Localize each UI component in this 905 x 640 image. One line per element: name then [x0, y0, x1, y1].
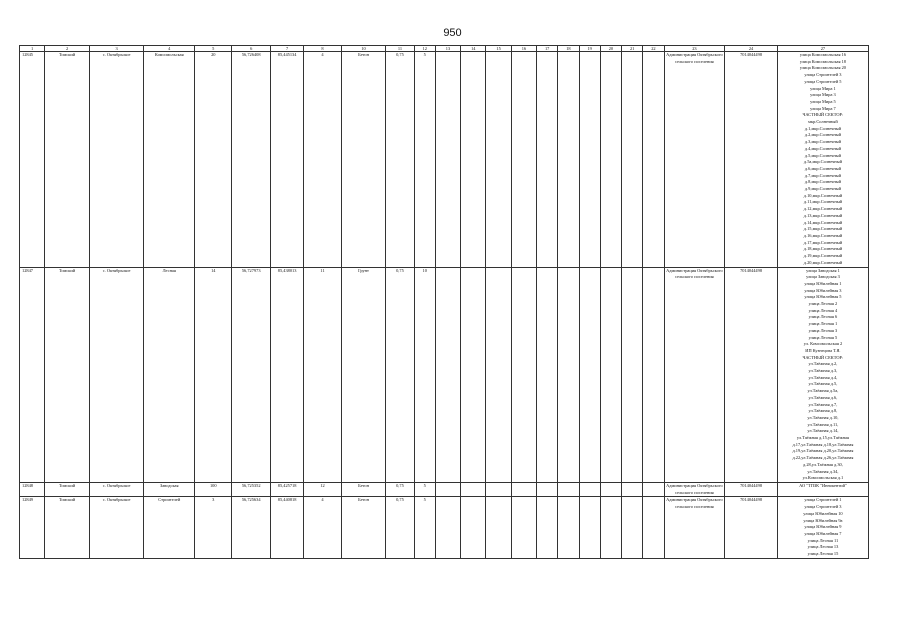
column-number: 7 — [270, 46, 303, 52]
address-line: улица Комсомольская 20 — [799, 65, 847, 71]
address-line: улица Мира 1 — [810, 85, 836, 91]
address-line: д.18,мкр.Солнечный — [803, 246, 843, 252]
address-line: улица Мира 3 — [810, 92, 836, 98]
address-line: д.8,мкр.Солнечный — [804, 179, 841, 185]
table-cell: Грунт — [341, 267, 386, 483]
table-cell: 12848 — [20, 483, 45, 497]
address-line: д.19,мкр.Солнечный — [803, 253, 843, 259]
table-cell: 7014044498 — [725, 52, 778, 268]
address-line: улица Заводская 1 — [806, 267, 840, 273]
table-cell — [643, 483, 664, 497]
column-number: 18 — [558, 46, 579, 52]
table-cell: 56,727973 — [232, 267, 270, 483]
table-cell: 85,440818 — [270, 497, 303, 558]
table-cell — [511, 497, 536, 558]
address-line: ул.Таёжная д.4, — [808, 374, 838, 380]
column-number: 19 — [579, 46, 600, 52]
table-cell: 85,445134 — [270, 52, 303, 268]
table-cell — [600, 497, 621, 558]
address-line: ул.Таёжная д.10, — [807, 414, 839, 420]
table-cell: с. Октябрьское — [89, 483, 144, 497]
table-cell: Бетон — [341, 483, 386, 497]
table-cell — [579, 267, 600, 483]
address-line: улица Лесная 3 — [808, 327, 838, 333]
table-cell — [486, 52, 511, 268]
table-cell — [435, 52, 460, 268]
table-cell: Томский — [45, 483, 90, 497]
address-line: д.16,мкр.Солнечный — [803, 232, 843, 238]
address-line: д.9,мкр.Солнечный — [804, 186, 841, 192]
table-cell — [486, 267, 511, 483]
table-cell: 0,75 — [386, 52, 414, 268]
column-number: 8 — [304, 46, 341, 52]
address-line: д.5а,мкр.Солнечный — [803, 159, 842, 165]
address-line: улица Строителей 5 — [804, 78, 842, 84]
table-cell — [622, 483, 643, 497]
address-line: д.4,мкр.Солнечный — [804, 145, 841, 151]
address-line: улица Юбилейная 5 — [804, 294, 842, 300]
table-row — [20, 267, 869, 483]
column-number: 23 — [664, 46, 725, 52]
table-cell — [435, 267, 460, 483]
table-cell: Томский — [45, 267, 90, 483]
table-row — [20, 52, 869, 268]
column-number: 10 — [341, 46, 386, 52]
table-cell — [643, 267, 664, 483]
address-line: д.20,мкр.Солнечный — [803, 259, 843, 265]
table-cell: Комсомольская — [144, 52, 195, 268]
address-line: ул.Таёжная д.14, — [807, 428, 839, 434]
address-line: ул.Таёжная д.3, — [808, 368, 838, 374]
table-cell: Заводская — [144, 483, 195, 497]
column-number: 24 — [725, 46, 778, 52]
address-line: ИП Кузнецова Т.Я. — [805, 347, 841, 353]
address-line: д.12,мкр.Солнечный — [803, 206, 843, 212]
table-cell — [558, 497, 579, 558]
table-cell: Бетон — [341, 52, 386, 268]
address-line: д.17,мкр.Солнечный — [803, 239, 843, 245]
address-line: ул.Комсомольская д.1 — [802, 475, 844, 481]
address-line: улица Лесная 6 — [808, 314, 838, 320]
table-cell — [600, 483, 621, 497]
address-line: ул.Таёжная д.6, — [808, 394, 838, 400]
address-line: улица Лесная 4 — [808, 307, 838, 313]
address-line: ул.Таёжная д.15,ул.Таёжная — [796, 435, 849, 441]
table-cell — [435, 497, 460, 558]
table-cell — [537, 267, 558, 483]
address-line: ЧАСТНЫЙ СЕКТОР: — [802, 354, 844, 360]
column-number: 4 — [144, 46, 195, 52]
table-cell — [622, 52, 643, 268]
table-cell — [643, 497, 664, 558]
address-line: ул.Таёжная д.5, — [808, 381, 838, 387]
column-number: 11 — [386, 46, 414, 52]
column-number: 22 — [643, 46, 664, 52]
column-number: 3 — [89, 46, 144, 52]
table-cell — [537, 497, 558, 558]
column-number: 27 — [777, 46, 868, 52]
address-line: улица Лесная 15 — [807, 551, 839, 557]
table-cell: 14 — [195, 267, 232, 483]
address-line: ЧАСТНЫЙ СЕКТОР: — [802, 112, 844, 118]
table-cell: 0,75 — [386, 497, 414, 558]
address-line: ул.Таёжная д.8, — [808, 408, 838, 414]
address-line: д.19,ул.Таёжная д.20,ул.Таёжная — [792, 448, 854, 454]
address-line: д.3,мкр.Солнечный — [804, 139, 841, 145]
address-line: улица Комсомольская 18 — [799, 58, 847, 64]
table-cell: с. Октябрьское — [89, 497, 144, 558]
table-cell — [622, 267, 643, 483]
table-cell — [600, 52, 621, 268]
address-line: ул.Таёжная д.2, — [808, 361, 838, 367]
table-cell: 20 — [195, 52, 232, 268]
table-cell — [435, 483, 460, 497]
table-cell: 4 — [304, 497, 341, 558]
table-cell: 56,726408 — [232, 52, 270, 268]
column-number: 2 — [45, 46, 90, 52]
table-cell: Томский — [45, 52, 90, 268]
table-cell — [558, 483, 579, 497]
address-line: улица Юбилейная 1 — [804, 280, 842, 286]
address-line: д.1,мкр.Солнечный — [804, 125, 841, 131]
table-cell — [461, 267, 486, 483]
table-cell: 4 — [304, 52, 341, 268]
table-cell: 56,725352 — [232, 483, 270, 497]
column-number: 1 — [20, 46, 45, 52]
table-row — [20, 497, 869, 558]
column-number: 16 — [511, 46, 536, 52]
address-line: улица Лесная 13 — [807, 544, 839, 550]
address-line: улица Строителей 3 — [804, 504, 842, 510]
address-line: мкр.Солнечный — [808, 119, 838, 125]
address-line: улица Заводская 3 — [806, 274, 840, 280]
table-cell — [486, 483, 511, 497]
table-cell: Администрация Октябрьского сельского поселения — [664, 497, 725, 558]
table-cell — [579, 483, 600, 497]
table-cell: 0,75 — [386, 483, 414, 497]
address-line: улица Лесная 1 — [808, 321, 838, 327]
table-cell — [579, 52, 600, 268]
table-cell: Администрация Октябрьского сельского поселения — [664, 483, 725, 497]
column-number: 14 — [461, 46, 486, 52]
address-line: улица Мира 5 — [810, 98, 836, 104]
table-cell: 7014044498 — [725, 497, 778, 558]
table-cell — [537, 52, 558, 268]
table-row — [20, 483, 869, 497]
table-cell: 7014044498 — [725, 483, 778, 497]
column-number: 12 — [414, 46, 435, 52]
column-number: 17 — [537, 46, 558, 52]
column-number: 6 — [232, 46, 270, 52]
table-cell: 10 — [414, 267, 435, 483]
table-cell — [622, 497, 643, 558]
address-line: д.7,мкр.Солнечный — [804, 172, 841, 178]
table-cell — [461, 497, 486, 558]
address-line: ул. Комсомольская 2 — [803, 341, 843, 347]
table-cell — [461, 483, 486, 497]
address-list-cell — [777, 267, 868, 483]
address-list-cell — [777, 483, 868, 497]
address-line: д.22,ул.Таёжная д.26,ул.Таёжная — [792, 455, 854, 461]
address-line: д.10,мкр.Солнечный — [803, 192, 843, 198]
address-line: д.13,мкр.Солнечный — [803, 212, 843, 218]
address-line: д.11,мкр.Солнечный — [803, 199, 842, 205]
table-cell — [486, 497, 511, 558]
table-cell — [643, 52, 664, 268]
address-line: улица Юбилейная 3 — [804, 287, 842, 293]
address-line: д.14,мкр.Солнечный — [803, 219, 843, 225]
page-number: 950 — [443, 27, 462, 39]
address-line: ул.Таёжная д.7, — [808, 401, 838, 407]
address-line: д.28,ул.Таёжная д.30, — [802, 461, 843, 467]
table-cell: 12849 — [20, 497, 45, 558]
table-cell: с. Октябрьское — [89, 267, 144, 483]
address-list-cell — [777, 52, 868, 268]
table-cell — [558, 52, 579, 268]
table-cell: 56,725634 — [232, 497, 270, 558]
column-number: 15 — [486, 46, 511, 52]
table-cell: с. Октябрьское — [89, 52, 144, 268]
table-cell: Администрация Октябрьского сельского поселения — [664, 52, 725, 268]
table-cell: Лесная — [144, 267, 195, 483]
table-body — [20, 52, 869, 559]
table-cell — [511, 52, 536, 268]
column-number: 13 — [435, 46, 460, 52]
table-cell: Томский — [45, 497, 90, 558]
table-cell — [511, 267, 536, 483]
table-cell: 7014044498 — [725, 267, 778, 483]
address-line: улица Юбилейная 9а — [803, 517, 843, 523]
address-line: АО "ТПЗК "Иннокентий" — [799, 483, 847, 488]
address-list-cell — [777, 497, 868, 558]
table-cell — [461, 52, 486, 268]
table-cell — [579, 497, 600, 558]
column-number: 21 — [622, 46, 643, 52]
table-cell: 100 — [195, 483, 232, 497]
table-cell: 5 — [414, 52, 435, 268]
table-cell: 5 — [414, 497, 435, 558]
table-cell: 12 — [304, 483, 341, 497]
table-cell: Администрация Октябрьского сельского поселения — [664, 267, 725, 483]
table-cell: Бетон — [341, 497, 386, 558]
table-cell: Строителей — [144, 497, 195, 558]
address-line: д.2,мкр.Солнечный — [804, 132, 841, 138]
table-cell: 12845 — [20, 52, 45, 268]
table-cell: 3 — [195, 497, 232, 558]
column-number: 20 — [600, 46, 621, 52]
address-line: улица Строителей 1 — [804, 497, 842, 503]
address-line: улица Лесная 5 — [808, 334, 838, 340]
address-line: улица Строителей 3 — [804, 72, 842, 78]
address-line: улица Юбилейная 7 — [804, 530, 842, 536]
address-line: улица Юбилейная 10 — [803, 510, 843, 516]
column-number: 5 — [195, 46, 232, 52]
table-cell: 5 — [414, 483, 435, 497]
table-cell: 11 — [304, 267, 341, 483]
table-cell: 85,425718 — [270, 483, 303, 497]
table-cell — [537, 483, 558, 497]
address-line: д.6,мкр.Солнечный — [804, 165, 841, 171]
address-line: улица Юбилейная 9 — [804, 524, 842, 530]
table-cell: 12847 — [20, 267, 45, 483]
registry-table — [19, 45, 869, 559]
table-cell — [511, 483, 536, 497]
address-line: улица Лесная 11 — [807, 537, 839, 543]
address-line: улица Мира 7 — [810, 105, 836, 111]
address-line: улица Комсомольская 16 — [799, 52, 847, 57]
address-line: ул.Таёжная д.5а, — [807, 388, 839, 394]
address-line: д.17,ул.Таёжная д.18,ул.Таёжная — [792, 441, 854, 447]
address-line: д.15,мкр.Солнечный — [803, 226, 843, 232]
address-line: улица Лесная 2 — [808, 301, 838, 307]
address-line: д.5,мкр.Солнечный — [804, 152, 841, 158]
address-line: ул.Таёжная д.11, — [807, 421, 839, 427]
table-cell: 0,75 — [386, 267, 414, 483]
table-cell — [600, 267, 621, 483]
address-line: ул.Таёжная д.34, — [807, 468, 839, 474]
table-cell — [558, 267, 579, 483]
table-cell: 85,438013 — [270, 267, 303, 483]
